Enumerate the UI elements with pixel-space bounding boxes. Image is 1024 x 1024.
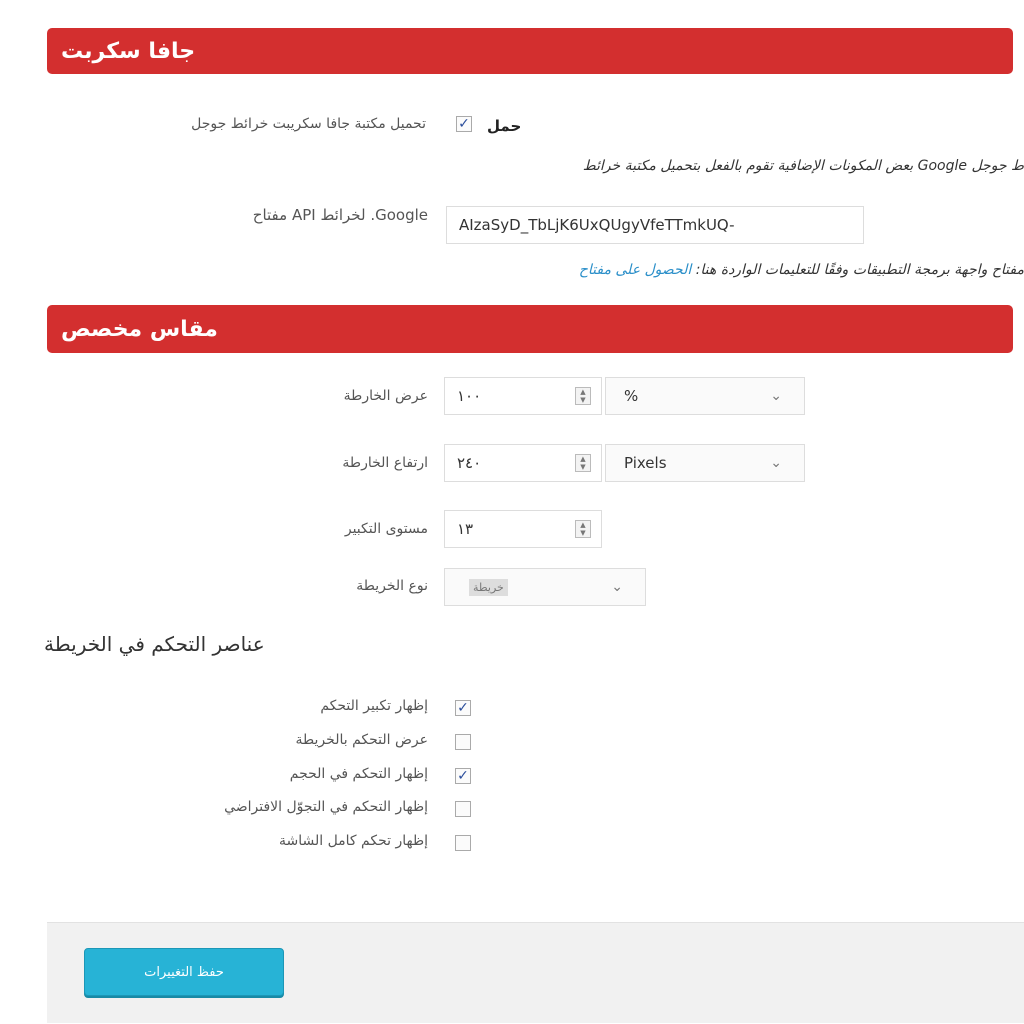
spinner-icon[interactable]: ▲ ▼ — [575, 454, 591, 472]
load-library-label: تحميل مكتبة جافا سكريبت خرائط جوجل — [191, 116, 426, 132]
control-label: إظهار التحكم في التجوّل الافتراضي — [224, 799, 428, 815]
control-label: عرض التحكم بالخريطة — [295, 732, 428, 748]
map-width-unit-value: % — [624, 387, 639, 405]
get-key-link[interactable]: الحصول على مفتاح — [578, 262, 692, 278]
chevron-down-icon: ⌄ — [611, 579, 623, 595]
chevron-down-icon: ⌄ — [770, 455, 782, 471]
control-checkbox[interactable] — [455, 768, 471, 784]
map-height-value: ٢٤٠ — [457, 454, 482, 472]
save-changes-button[interactable]: حفظ التغييرات — [84, 948, 284, 996]
zoom-level-value: ١٣ — [457, 520, 474, 538]
zoom-level-input[interactable] — [444, 510, 602, 548]
map-height-unit-value: Pixels — [624, 454, 667, 472]
section-header-custom-size — [47, 305, 1013, 353]
control-checkbox[interactable] — [455, 700, 471, 716]
section-title: مقاس مخصص — [61, 316, 218, 342]
map-width-unit-select[interactable] — [605, 377, 805, 415]
api-key-value: AIzaSyD_TbLjK6UxQUgyVfeTTmkUQ- — [459, 216, 735, 234]
map-width-input[interactable] — [444, 377, 602, 415]
section-header-javascript — [47, 28, 1013, 74]
api-key-label: Google. لخرائط API مفتاح — [252, 206, 428, 224]
map-width-label: عرض الخارطة — [343, 388, 428, 404]
api-key-input[interactable] — [446, 206, 864, 244]
map-type-value: خريطة — [469, 579, 508, 596]
map-width-value: ١٠٠ — [457, 387, 482, 405]
load-library-checkbox[interactable] — [456, 116, 472, 132]
api-help-text: مفتاح واجهة برمجة التطبيقات وفقًا للتعليمات الواردة هنا: — [695, 262, 1024, 278]
library-note: ط جوجل Google بعض المكونات الإضافية تقوم بالفعل بتحميل مكتبة خرائط — [582, 158, 1024, 174]
checkmark-icon: ✓ — [457, 700, 469, 716]
spinner-icon[interactable]: ▲ ▼ — [575, 520, 591, 538]
section-title: جافا سكربت — [61, 38, 196, 64]
spinner-icon[interactable]: ▲ ▼ — [575, 387, 591, 405]
load-checkbox-label: حمل — [487, 117, 522, 135]
checkmark-icon: ✓ — [457, 768, 469, 784]
control-checkbox[interactable] — [455, 801, 471, 817]
map-height-input[interactable] — [444, 444, 602, 482]
map-height-unit-select[interactable] — [605, 444, 805, 482]
control-label: إظهار تكبير التحكم — [320, 698, 428, 714]
control-checkbox[interactable] — [455, 835, 471, 851]
control-label: إظهار التحكم في الحجم — [289, 766, 428, 782]
checkmark-icon: ✓ — [458, 116, 470, 132]
control-checkbox[interactable] — [455, 734, 471, 750]
zoom-level-label: مستوى التكبير — [344, 521, 428, 537]
control-label: إظهار تحكم كامل الشاشة — [278, 833, 428, 849]
map-height-label: ارتفاع الخارطة — [342, 455, 428, 471]
map-controls-heading: عناصر التحكم في الخريطة — [44, 632, 265, 656]
api-help — [579, 262, 1024, 278]
map-type-label: نوع الخريطة — [356, 578, 428, 594]
map-type-select[interactable] — [444, 568, 646, 606]
chevron-down-icon: ⌄ — [770, 388, 782, 404]
